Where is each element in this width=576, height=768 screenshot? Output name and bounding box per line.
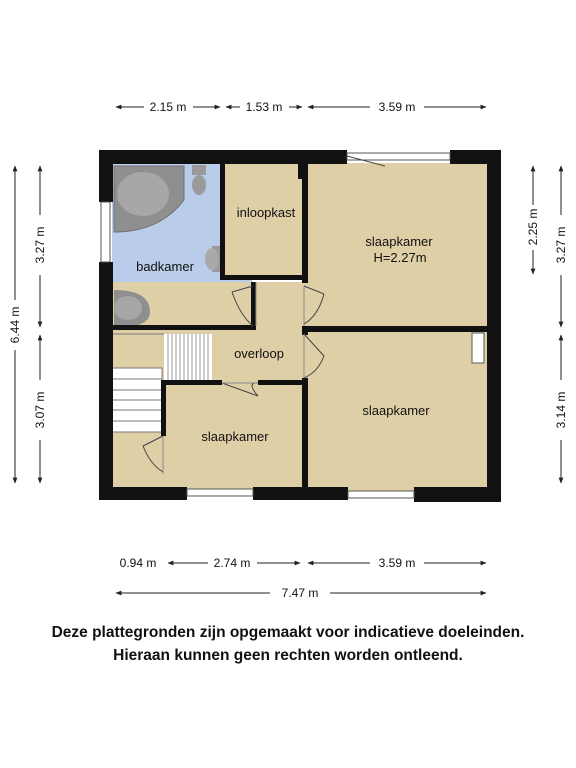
dim-bottom-total: 7.47 m [281, 586, 319, 600]
dim-top-2: 1.53 m [245, 100, 283, 114]
dim-bottom-3: 3.59 m [378, 556, 416, 570]
wall-bottom-mid [253, 487, 348, 500]
shower-basin [114, 296, 142, 320]
wall-closet-bottom [220, 275, 304, 280]
radiator [472, 333, 484, 363]
floor-inloopkast [224, 163, 304, 277]
dim-left-1: 3.27 m [33, 226, 47, 264]
disclaimer-line-1: Deze plattegronden zijn opgemaakt voor indicatieve doeleinden. [51, 624, 525, 641]
disclaimer-line-2: Hieraan kunnen geen rechten worden ontleend. [113, 647, 463, 664]
dim-left-2: 3.07 m [33, 391, 47, 429]
wall-closet-left [220, 163, 225, 279]
wall-small-bedroom-top2 [258, 380, 304, 385]
wall-center-c [302, 378, 308, 500]
label-slaapkamer-1-height: H=2.27m [373, 250, 427, 265]
dim-right-inner: 2.25 m [526, 208, 540, 246]
label-badkamer: badkamer [136, 259, 194, 274]
dim-top-1: 2.15 m [149, 100, 187, 114]
wall-left-lower [99, 262, 113, 500]
dim-right-2: 3.14 m [554, 391, 568, 429]
label-slaapkamer-3: slaapkamer [201, 429, 269, 444]
wall-right [487, 150, 501, 502]
label-overloop: overloop [234, 346, 284, 361]
wall-bottom-right [414, 487, 501, 502]
wall-top-left [99, 150, 347, 164]
wall-bottom-left [99, 487, 187, 500]
wall-left-upper [99, 150, 113, 202]
bath-basin [117, 172, 169, 216]
dim-top-3: 3.59 m [378, 100, 416, 114]
window-left [101, 202, 110, 262]
toilet-tank [192, 165, 206, 175]
wall-small-bedroom-top [162, 380, 222, 385]
label-slaapkamer-2: slaapkamer [362, 403, 430, 418]
wall-mid-horizontal [302, 326, 488, 332]
wall-bath-bottom [112, 325, 254, 330]
wall-bath-right [251, 282, 256, 330]
wall-small-bedroom-left [161, 380, 166, 436]
wall-center-a [302, 163, 308, 283]
toilet-bowl [192, 175, 206, 195]
window-bottom-left [187, 489, 253, 496]
label-inloopkast: inloopkast [236, 205, 296, 220]
dim-right-1: 3.27 m [554, 226, 568, 264]
dim-left-total: 6.44 m [8, 306, 22, 344]
sink-bowl [205, 248, 219, 270]
dim-bottom-1: 0.94 m [119, 556, 157, 570]
label-slaapkamer-1: slaapkamer [365, 234, 433, 249]
dim-bottom-2: 2.74 m [213, 556, 251, 570]
window-top [347, 153, 450, 160]
window-bottom-right [348, 491, 414, 498]
